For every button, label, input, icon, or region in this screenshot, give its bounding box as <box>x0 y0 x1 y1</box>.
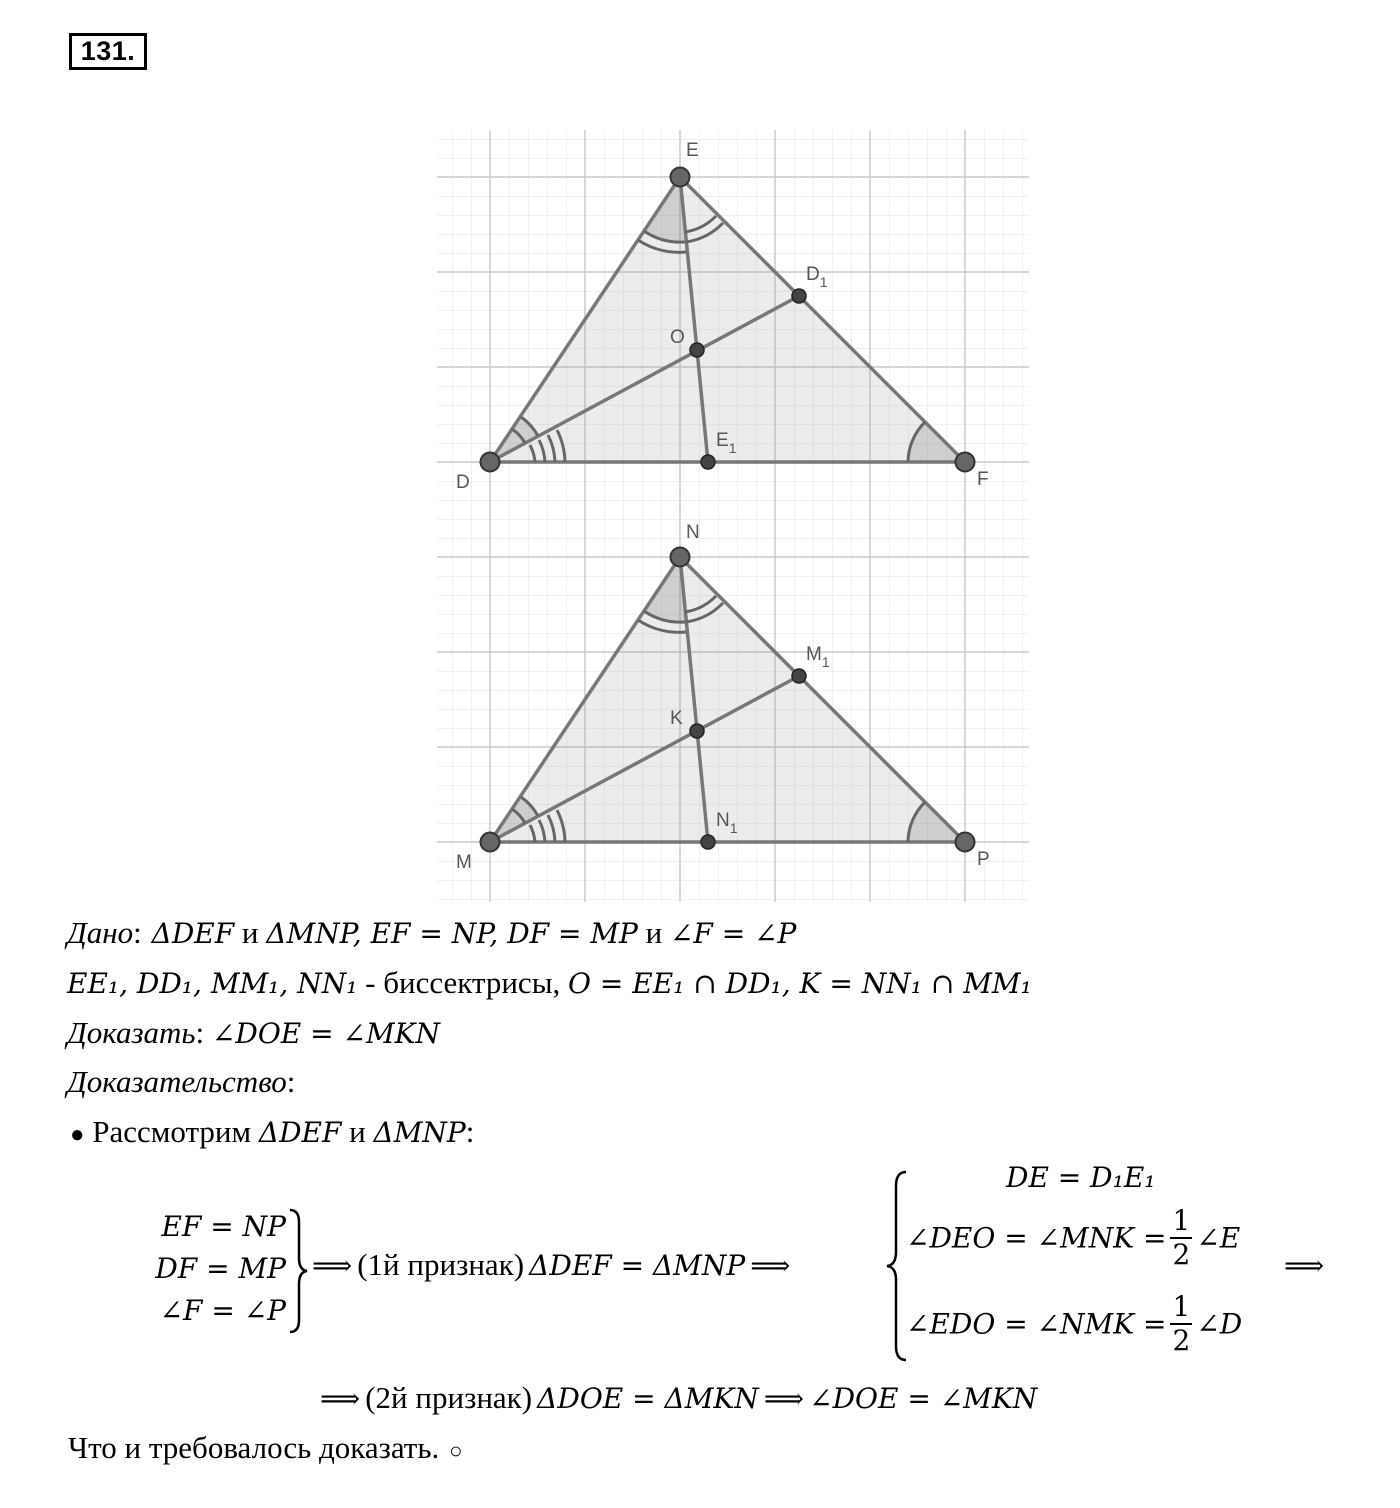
system-row-3-rhs: ∠D <box>1196 1307 1243 1341</box>
qed-line <box>68 1428 462 1471</box>
consider-line <box>70 1112 474 1155</box>
point-o <box>690 343 704 357</box>
triangle-equality-2: ΔDOE = ΔMKN <box>537 1382 759 1415</box>
given-and-1: и <box>234 915 267 950</box>
given-expr-2: ΔMNP, EF = NP, DF = MP <box>266 917 638 950</box>
label-d: D <box>456 472 470 493</box>
fraction-numerator: 1 <box>1172 1290 1191 1323</box>
second-conclusion <box>320 1378 1037 1423</box>
system-row-1: DE = D₁E₁ <box>1006 1161 1156 1194</box>
label-n: N <box>686 522 700 543</box>
label-e1: $E_1$ <box>716 430 737 456</box>
proof-colon: : <box>286 1064 296 1099</box>
point-e1 <box>701 455 715 469</box>
given-expr-1: ΔDEF <box>151 917 235 950</box>
bisectors-line <box>67 963 1032 1004</box>
label-p: P <box>977 849 990 870</box>
label-m: M <box>456 852 472 873</box>
implies-arrow: ⟹ <box>750 1249 791 1282</box>
prove-colon: : <box>195 1015 212 1050</box>
point-e <box>671 168 690 187</box>
triangle-equality-1: ΔDEF = ΔMNP <box>529 1249 746 1282</box>
given-column <box>140 1206 286 1332</box>
given-expr-3: ∠F = ∠P <box>669 917 797 950</box>
criterion-2: (2й признак) <box>365 1380 533 1415</box>
label-k: K <box>670 708 683 729</box>
point-m1 <box>792 669 806 683</box>
qed-text: Что и требовалось доказать. <box>68 1430 440 1465</box>
final-expression: ∠DOE = ∠MKN <box>809 1382 1038 1415</box>
point-m <box>481 833 500 852</box>
system-row-2-rhs: ∠E <box>1196 1221 1241 1255</box>
label-m1: $M_1$ <box>806 644 830 670</box>
qed-circle-icon: ○ <box>449 1438 463 1463</box>
point-n1 <box>701 835 715 849</box>
given-column-row: ∠F = ∠P <box>159 1294 286 1327</box>
fraction-denominator: 2 <box>1172 1238 1191 1271</box>
implies-arrow: ⟹ <box>1284 1249 1325 1282</box>
point-k <box>690 724 704 738</box>
consider-expr-2: ΔMNP <box>373 1116 466 1149</box>
point-f <box>956 453 975 472</box>
system-row-3-lhs: ∠EDO = ∠NMK = <box>906 1307 1167 1341</box>
fraction-numerator: 1 <box>1172 1204 1191 1237</box>
proof-heading <box>67 1062 295 1102</box>
consider-word: Рассмотрим <box>84 1114 259 1149</box>
implies-arrow: ⟹ <box>312 1249 353 1282</box>
given-label: Дано <box>67 915 134 950</box>
criterion-1: (1й признак) <box>357 1247 525 1282</box>
given-column-row: EF = NP <box>161 1210 286 1243</box>
point-p <box>956 833 975 852</box>
consider-and: и <box>341 1114 374 1149</box>
given-colon: : <box>133 915 142 950</box>
problem-number: 131. <box>69 33 147 70</box>
prove-line <box>67 1013 440 1054</box>
consider-expr-1: ΔDEF <box>258 1116 342 1149</box>
fraction-half <box>1170 1205 1192 1271</box>
bisectors-word: - биссектрисы, <box>357 965 569 1000</box>
label-n1: $N_1$ <box>716 810 738 836</box>
proof-label: Доказательство <box>67 1064 287 1099</box>
label-d1: $D_1$ <box>806 264 828 290</box>
fraction-half <box>1170 1291 1192 1357</box>
point-d <box>481 453 500 472</box>
given-column-row: DF = MP <box>155 1252 286 1285</box>
first-conclusion <box>312 1245 790 1290</box>
point-d1 <box>792 289 806 303</box>
right-brace-icon <box>287 1208 309 1334</box>
intersections-expr: O = EE₁ ∩ DD₁, K = NN₁ ∩ MM₁ <box>568 967 1032 1000</box>
implies-arrow: ⟹ <box>320 1382 361 1415</box>
consider-colon: : <box>465 1114 475 1149</box>
system-row-2 <box>906 1205 1240 1271</box>
given-and-2: и <box>637 915 670 950</box>
prove-expr: ∠DOE = ∠MKN <box>211 1017 441 1050</box>
prove-label: Доказать <box>67 1015 196 1050</box>
label-e: E <box>686 140 699 161</box>
label-o: O <box>670 327 685 348</box>
bisectors-expr: EE₁, DD₁, MM₁, NN₁ <box>67 967 358 1000</box>
system-row-3 <box>906 1291 1242 1357</box>
given-line <box>67 913 796 954</box>
system-row-2-lhs: ∠DEO = ∠MNK = <box>906 1221 1167 1255</box>
label-f: F <box>977 469 989 490</box>
point-n <box>671 548 690 567</box>
fraction-denominator: 2 <box>1172 1324 1191 1357</box>
implies-arrow: ⟹ <box>763 1382 805 1415</box>
bullet-icon: ● <box>70 1122 85 1148</box>
